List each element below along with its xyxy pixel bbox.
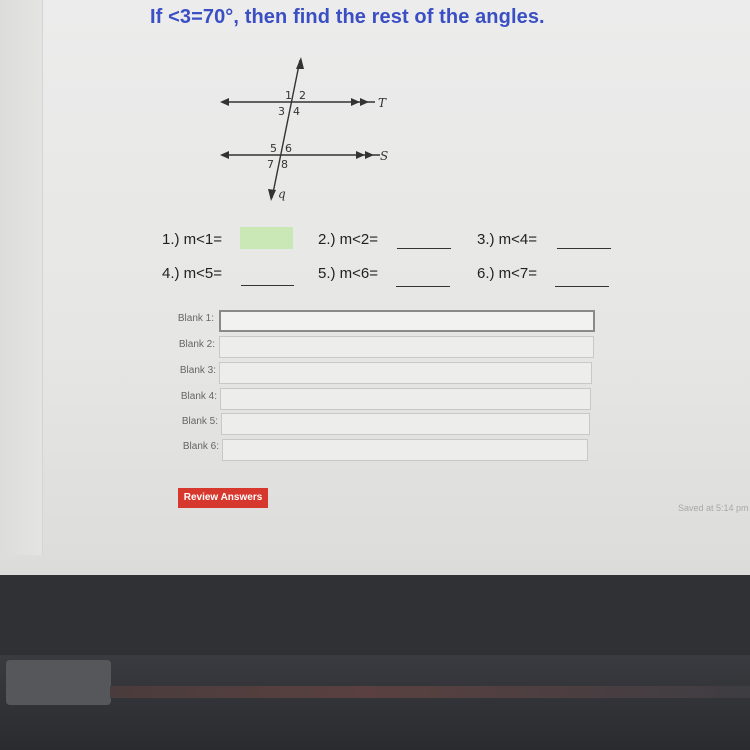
label-t: T <box>378 96 387 110</box>
question-6: 6.) m<7= <box>477 265 538 282</box>
angle-1: 1 <box>285 89 292 102</box>
angle-2: 2 <box>299 89 306 102</box>
blank-1-label: Blank 1: <box>177 313 214 324</box>
line-t-left-arrow <box>220 98 229 106</box>
saved-status: Saved at 5:14 pm <box>678 503 749 513</box>
transversal-bottom-arrow <box>268 189 276 201</box>
answer-blank-1[interactable] <box>240 227 293 249</box>
transversal-diagram <box>215 55 420 205</box>
angle-5: 5 <box>270 142 277 155</box>
angle-6: 6 <box>285 142 292 155</box>
bezel-reflection <box>6 660 111 705</box>
blank-1-input[interactable] <box>219 310 595 332</box>
blank-2-input[interactable] <box>219 336 594 358</box>
blank-6-label: Blank 6: <box>182 441 219 452</box>
transversal-top-arrow <box>296 57 304 69</box>
question-3: 3.) m<4= <box>477 231 538 248</box>
question-4: 4.) m<5= <box>162 265 223 282</box>
laptop-keyboard-area <box>0 655 750 750</box>
blank-3-label: Blank 3: <box>179 365 216 376</box>
question-2: 2.) m<2= <box>318 231 379 248</box>
answer-blank-3[interactable] <box>557 248 611 249</box>
answer-blank-5[interactable] <box>396 286 450 287</box>
bezel-edge <box>110 686 750 698</box>
question-5: 5.) m<6= <box>318 265 379 282</box>
question-1: 1.) m<1= <box>162 231 223 248</box>
line-s-right-arrow-2 <box>365 151 374 159</box>
angle-3: 3 <box>278 105 285 118</box>
blank-4-input[interactable] <box>220 388 591 410</box>
angle-7: 7 <box>267 158 274 171</box>
answer-blank-4[interactable] <box>241 285 294 286</box>
line-s-left-arrow <box>220 151 229 159</box>
blank-5-label: Blank 5: <box>181 416 218 427</box>
transversal-q <box>272 60 300 198</box>
line-s-right-arrow <box>356 151 365 159</box>
blank-3-input[interactable] <box>219 362 592 384</box>
label-q: q <box>278 187 286 201</box>
blank-5-input[interactable] <box>221 413 590 435</box>
question-title: If <3=70°, then find the rest of the angles. <box>150 6 545 28</box>
line-t-right-arrow <box>351 98 360 106</box>
angle-4: 4 <box>293 105 300 118</box>
answer-blank-6[interactable] <box>555 286 609 287</box>
line-t-right-arrow-2 <box>360 98 369 106</box>
review-answers-button[interactable]: Review Answers <box>178 488 268 508</box>
angle-8: 8 <box>281 158 288 171</box>
page-margin <box>0 0 43 555</box>
blank-2-label: Blank 2: <box>178 339 215 350</box>
label-s: S <box>380 149 389 163</box>
answer-blank-2[interactable] <box>397 248 451 249</box>
blank-4-label: Blank 4: <box>180 391 217 402</box>
blank-6-input[interactable] <box>222 439 588 461</box>
